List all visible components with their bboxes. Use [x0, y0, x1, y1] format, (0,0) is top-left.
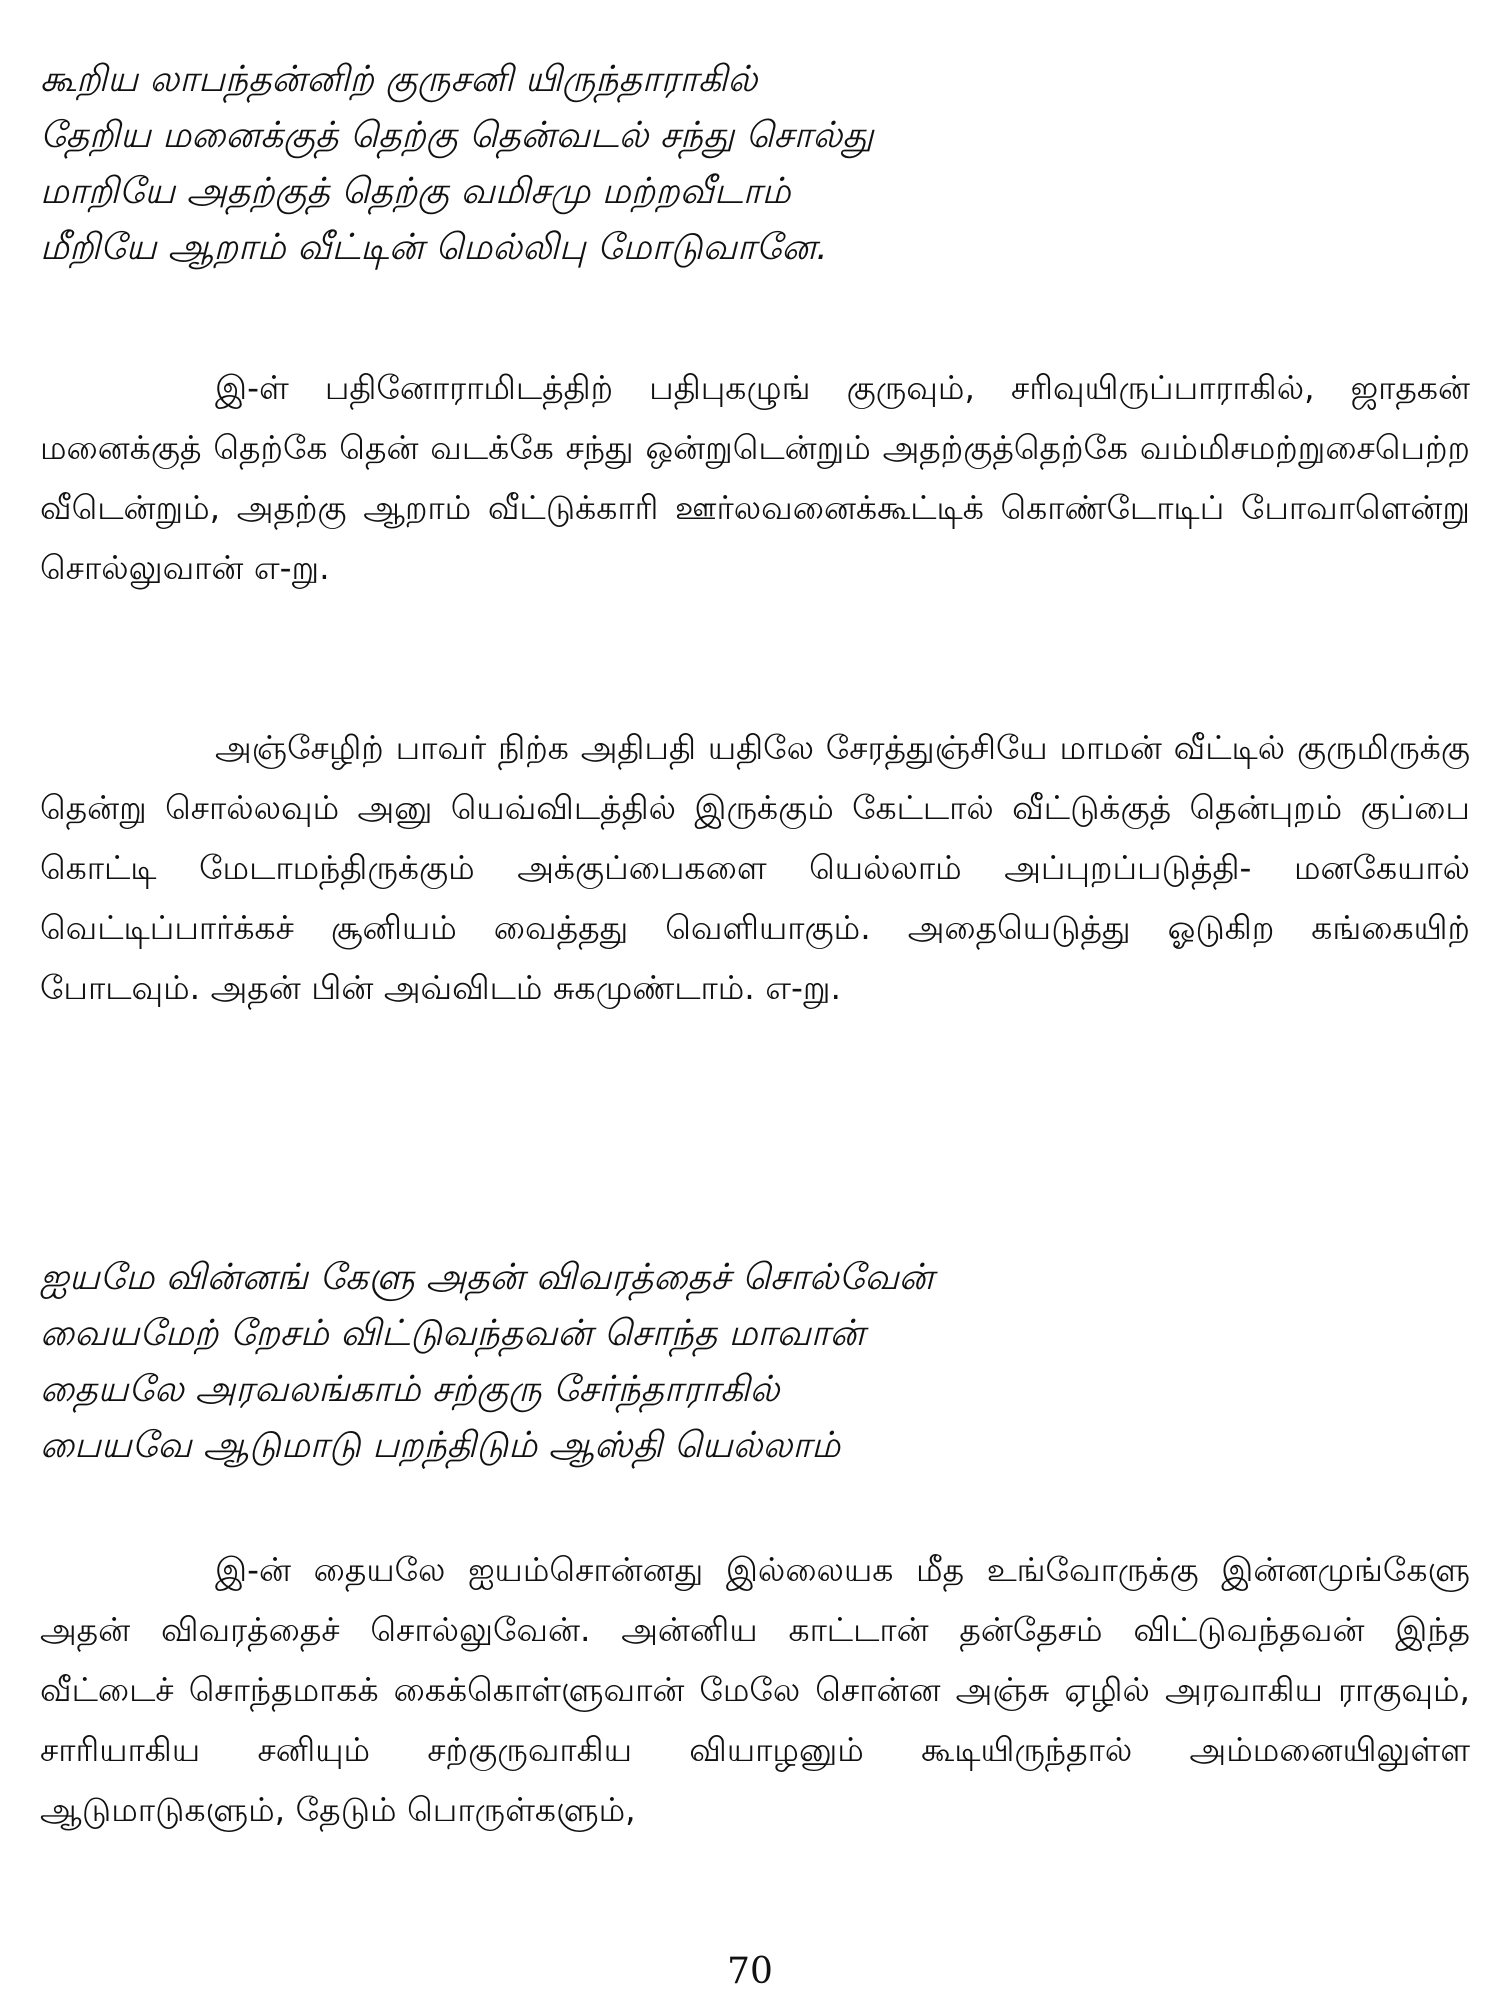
verse-line: தையலே அரவலங்காம் சற்குரு சேர்ந்தாராகில் [40, 1369, 780, 1410]
page-number: 70 [727, 1951, 773, 1992]
verse-block-1 [40, 52, 1460, 276]
verse-line: வையமேற் றேசம் விட்டுவந்தவன் சொந்த மாவான் [40, 1313, 865, 1354]
verse-line: தேறிய மனைக்குத் தெற்கு தென்வடல் சந்து சொல்து [40, 115, 874, 156]
verse-line: மீறியே ஆறாம் வீட்டின் மெல்லிபு மோடுவானே. [40, 227, 828, 268]
commentary-paragraph-2: அஞ்சேழிற் பாவர் நிற்க அதிபதி யதிலே சேரத்துஞ்சியே மாமன் வீட்டில் குருமிருக்கு தென்று சொல்லவும் அனு யெவ்விடத்தில் இருக்கும் கேட்டால் வீட்டுக்குத் தென்புறம் குப்பை கொட்டி மேடாமந்திருக்கும் அக்குப்பைகளை யெல்லாம் அப்புறப்படுத்தி- மனகேயால் வெட்டிப்பார்க்கச் சூனியம் வைத்தது வெளியாகும். அதையெடுத்து ஓடுகிற கங்கையிற் போடவும். அதன் பின் அவ்விடம் சுகமுண்டாம். எ-று. [40, 728, 1470, 1007]
verse-line: பையவே ஆடுமாடு பறந்திடும் ஆஸ்தி யெல்லாம் [40, 1425, 841, 1466]
commentary-paragraph-3: இ-ன் தையலே ஐயம்சொன்னது இல்லையக மீத உங்வோருக்கு இன்னமுங்கேளு அதன் விவரத்தைச் சொல்லுவேன். அன்னிய காட்டான் தன்தேசம் விட்டுவந்தவன் இந்த வீட்டைச் சொந்தமாகக் கைக்கொள்ளுவான் மேலே சொன்ன அஞ்சு ஏழில் அரவாகிய ராகுவும், சாரியாகிய சனியும் சற்குருவாகிய வியாழனும் கூடியிருந்தால் அம்மனையிலுள்ள ஆடுமாடுகளும், தேடும் பொருள்களும், [40, 1550, 1470, 1829]
commentary-paragraph-1: இ-ள் பதினோராமிடத்திற் பதிபுகழுங் குருவும், சரிவுயிருப்பாராகில், ஜாதகன் மனைக்குத் தெற்கே தென் வடக்கே சந்து ஒன்றுடென்றும் அதற்குத்தெற்கே வம்மிசமற்றுசைபெற்ற வீடென்றும், அதற்கு ஆறாம் வீட்டுக்காரி ஊர்லவனைக்கூட்டிக் கொண்டோடிப் போவாளென்று சொல்லுவான் எ-று. [40, 368, 1470, 587]
verse-line: ஐயமே வின்னங் கேளு அதன் விவரத்தைச் சொல்வேன் [40, 1257, 934, 1298]
verse-line: மாறியே அதற்குத் தெற்கு வமிசமு மற்றவீடாம் [40, 171, 791, 212]
verse-block-2 [40, 1250, 1460, 1474]
verse-line: கூறிய லாபந்தன்னிற் குருசனி யிருந்தாராகில் [40, 59, 758, 100]
